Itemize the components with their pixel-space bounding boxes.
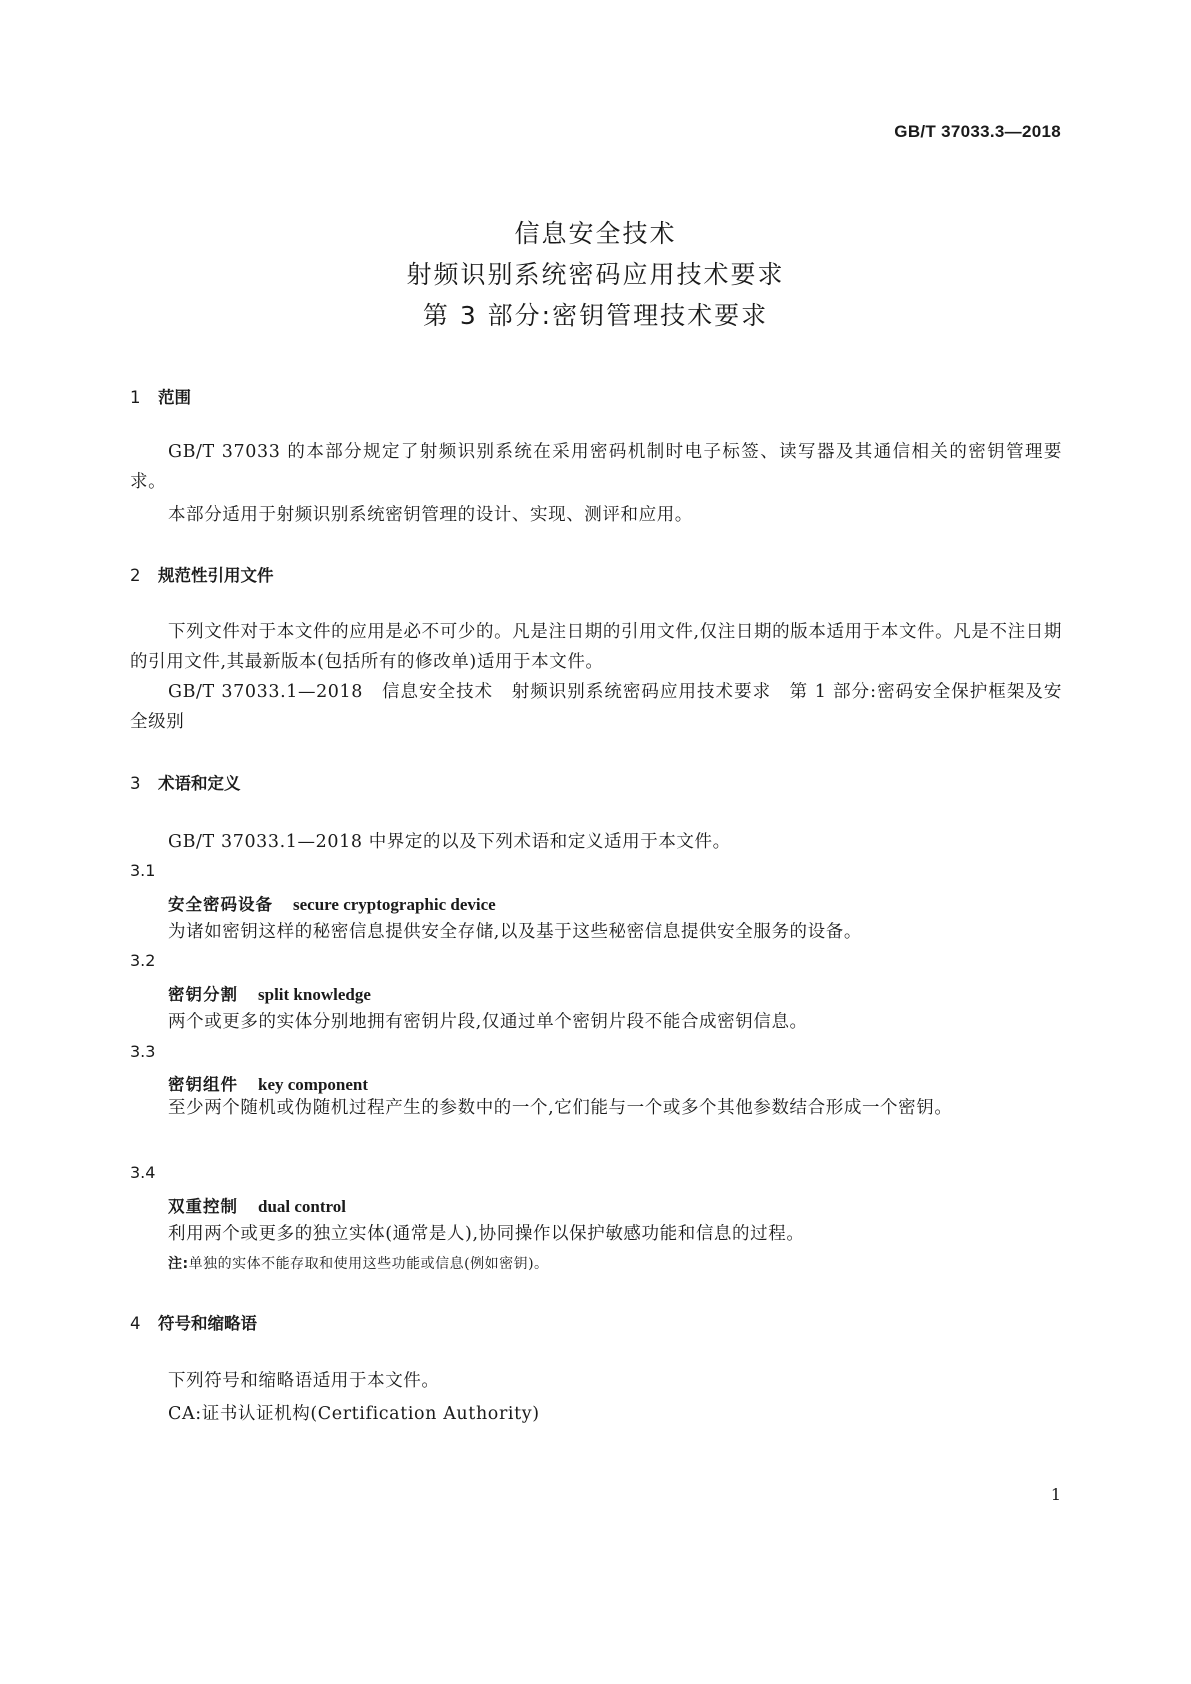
page-number: 1	[1050, 1485, 1061, 1504]
term-chinese: 密钥分割	[168, 985, 238, 1004]
standard-number: GB/T 37033.3—2018	[894, 122, 1061, 141]
normative-reference: GB/T 37033.1—2018 信息安全技术 射频识别系统密码应用技术要求 第 1 部分:密码安全保护框架及安全级别	[130, 682, 1062, 732]
section-1-heading	[130, 384, 191, 408]
term-title	[168, 891, 496, 915]
term-definition: 至少两个随机或伪随机过程产生的参数中的一个,它们能与一个或多个其他参数结合形成一个密钥。	[168, 1098, 953, 1118]
note-label: 注:	[168, 1256, 189, 1272]
title-line-1: 信息安全技术	[514, 219, 677, 248]
term-number: 3.4	[130, 1163, 156, 1182]
section-4-heading	[130, 1310, 257, 1334]
term-definition: 利用两个或更多的独立实体(通常是人),协同操作以保护敏感功能和信息的过程。	[168, 1224, 805, 1244]
term-english: secure cryptographic device	[293, 895, 496, 914]
term-definition: 为诸如密钥这样的秘密信息提供安全存储,以及基于这些秘密信息提供安全服务的设备。	[168, 922, 862, 942]
section-title: 符号和缩略语	[158, 1314, 257, 1333]
section-title: 规范性引用文件	[158, 566, 274, 585]
section-title: 范围	[158, 388, 191, 407]
section-4-paragraph-1: 下列符号和缩略语适用于本文件。	[168, 1371, 440, 1391]
section-title: 术语和定义	[158, 774, 241, 793]
term-number: 3.1	[130, 861, 156, 880]
section-number: 1	[130, 388, 141, 407]
section-3-intro: GB/T 37033.1—2018 中界定的以及下列术语和定义适用于本文件。	[168, 832, 731, 852]
note	[168, 1253, 549, 1273]
title-line-3: 第 3 部分:密钥管理技术要求	[422, 301, 769, 330]
term-title	[168, 1193, 346, 1217]
term-english: dual control	[258, 1197, 347, 1216]
note-text: 单独的实体不能存取和使用这些功能或信息(例如密钥)。	[188, 1256, 549, 1272]
section-1-paragraph-1: GB/T 37033 的本部分规定了射频识别系统在采用密码机制时电子标签、读写器及其通信相关的密钥管理要求。	[130, 442, 1062, 492]
section-2-heading	[130, 562, 274, 586]
term-number: 3.2	[130, 951, 156, 970]
term-title	[168, 1071, 368, 1095]
section-1-paragraph-2: 本部分适用于射频识别系统密钥管理的设计、实现、测评和应用。	[168, 505, 693, 525]
term-number: 3.3	[130, 1042, 156, 1061]
term-english: split knowledge	[258, 985, 371, 1004]
section-3-heading	[130, 770, 241, 794]
term-chinese: 安全密码设备	[168, 895, 273, 914]
section-2-paragraph-1: 下列文件对于本文件的应用是必不可少的。凡是注日期的引用文件,仅注日期的版本适用于本文件。凡是不注日期的引用文件,其最新版本(包括所有的修改单)适用于本文件。	[130, 622, 1062, 672]
term-title	[168, 981, 371, 1005]
section-number: 4	[130, 1314, 141, 1333]
section-number: 3	[130, 774, 141, 793]
section-number: 2	[130, 566, 141, 585]
title-line-2: 射频识别系统密码应用技术要求	[406, 260, 785, 289]
term-english: key component	[258, 1075, 369, 1094]
term-chinese: 密钥组件	[168, 1075, 238, 1094]
abbreviation-ca: CA:证书认证机构(Certification Authority)	[168, 1404, 540, 1424]
term-definition: 两个或更多的实体分别地拥有密钥片段,仅通过单个密钥片段不能合成密钥信息。	[168, 1012, 808, 1032]
term-chinese: 双重控制	[168, 1197, 238, 1216]
